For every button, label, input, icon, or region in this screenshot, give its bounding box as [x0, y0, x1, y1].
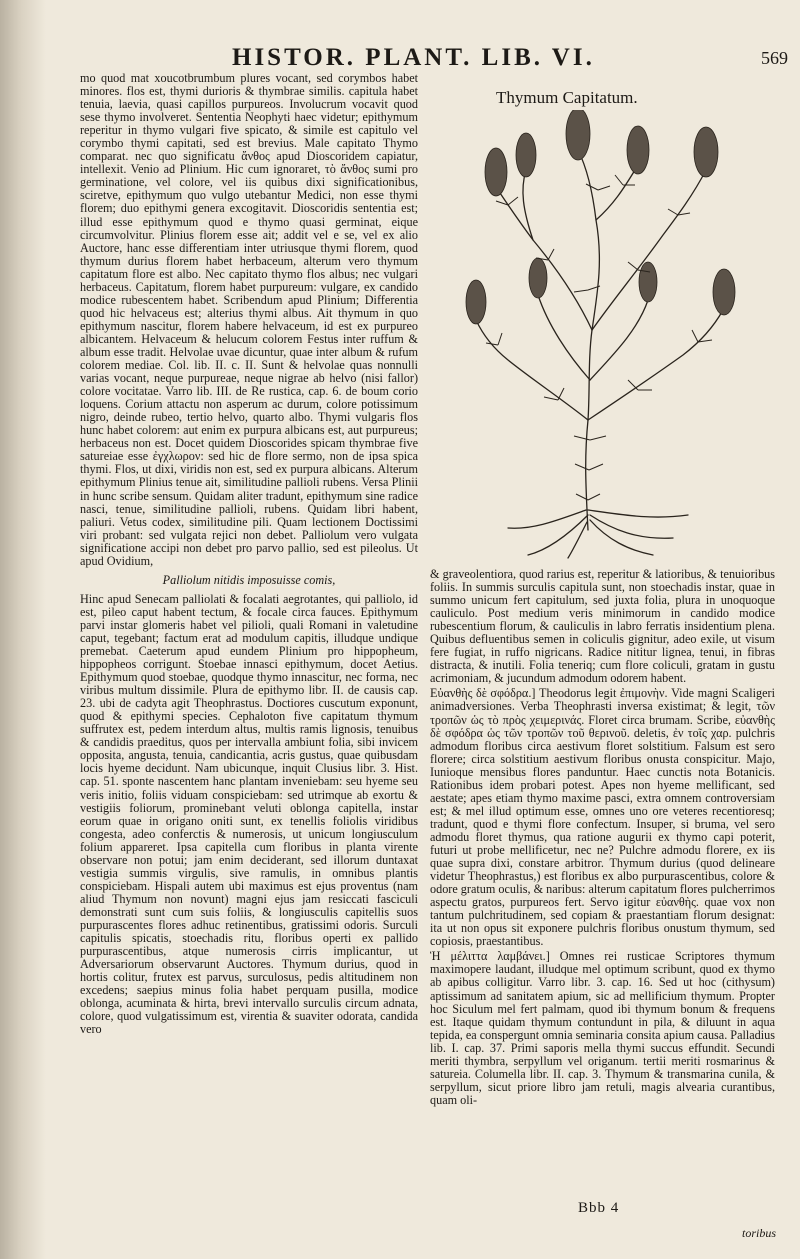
left-column: [80, 72, 418, 1036]
running-title: HISTOR. PLANT. LIB. VI.: [232, 44, 595, 71]
left-paragraph-1: mo quod mat xoucotbrumbum plures vocant, sed corymbos habet minores. flos est, thymi durioris & thymbrae similis. capitula habet tenuia, laevia, quasi capillos purpureos. Involucrum vocavit quod sese thymo involveret. Sententia Neophyti haec videtur; epithymum reperitur in thymo vulgari five spicato, & simile est capitulo vel corymbo thymi capitati, sed est brevius. Male capitato Thymo comparat. nec quo significatu ἄνθος apud Dioscoridem capiatur, intellexit. Venio ad Plinium. Hic cum ignoraret, τὸ ἄνθος sumi pro germinatione, vel colore, vel iis quibus dixi significationibus, sciretve, epithymum quo vulgo utebantur Medici, non esse thymi florem; duo epithymi genera excogitavit. Dioscoridis sententia est; illud esse epithymum quod e thymo quasi germinat, eique circumvolvitur. Plinius florem esse ait; addit vel e se, vel ex alio Auctore, hanc esse differentiam inter utriusque thymi florem, quod thymum durius florem habet herbaceum, alterum vero thymum capitatum flore est albo. Nec capitato thymo flos albus; nec vulgari herbaceus. Capitatum, florem habet purpureum: vulgare, ex candido modice rubescentem habet. Scribendum apud Plinium; Differentia quod hic helvaceus est; alterius thymi albus. Ait thymum in quo epithymum nascitur, florem habere helvaceum, id est ex purpureo albicantem. Helvaceum & helucum colorem Festus inter ruffum & album esse tradit. Helvolae uvae dicuntur, quae inter album & rufum colorem mediae. Col. lib. II. c. II. Sunt & helvolae quas nonnulli varias vocant, neque purpureae, neque nigrae ab helvo (nisi fallor) colore vocitatae. Varro lib. III. de Re rustica, cap. 6. de boum corio loquens. Corium attactu non asperum ac durum, colore potissimum nigro, deinde rubeo, tertio helvo, quarto albo. Thymi vulgaris flos hunc habet colorem: aut enim ex purpura albicans est, aut purpureus; herbaceus non est. Docet quidem Dioscorides spicam thymbrae five satureiae esse ἐγχλωρον: sed hic de flore sermo, non de ipsa spica thymi. Flos, ut dixi, viridis non est, sed ex purpura albicans. Alterum epithymum Plinius tenue ait, similitudine pallioli rubens. Versa Plinii in hunc scribe sensum. Quidam aliter tradunt, epithymum sine radice nasci, tenue, similitudine pallioli, rubens. Quidam libri habent, paliuri. Vetus codex, similitudine pili. Quam lectionem Doctissimi viri probant: sed vulgata rejici non debet. Palliolum vero vulgata significatione accipi non debet pro parvo pallio, sed est pileolus. Ut apud Ovidium,: [80, 71, 418, 568]
gutter-shadow: [0, 0, 46, 1259]
left-paragraph-2: Hinc apud Senecam palliolati & focalati aegrotantes, qui palliolo, id est, pileo caput habent tectum, & focale circa fauces. Epithymum parvi instar glomeris habet vel pilioli, quali Romani in valetudine caput, tegebant; factum erat ad modulum capitis, illudque undique premebat. Caeterum apud eundem Plinium pro hippopheum, hippopheos corrigunt. Stoebae innasci epithymum, docet Aetius. Epithymum quod stoebae, quodque thymo innascitur, nec forma, nec viribus multum dissimile. Plura de epithymo libr. II. de causis cap. 23. ubi de cadyta agit Theophrastus. Doctiores cuscutum exponunt, quod & epithymi species. Cephaloton five capitatum thymum suffrutex est, pedem interdum altus, multis ramis lignosis, tenuibus & candidis praeditus, quos per intervalla ambiunt folia, sibi invicem opposita, angusta, tenuia, candicantia, acris gustus, quae quibusdam locis hyeme decidunt. Nam ubicunque, inquit Clusius libr. 3. Hist. cap. 51. sponte nascentem hanc plantam inveniebam: seu hyeme seu veris initio, foliis viduam conspiciebam: sed utrimque ab exortu & vestigiis foliorum, prominebant veluti oblonga capitella, instar eorum quae in origano oniti sunt, ex tenellis foliolis viridibus congesta, adeo conferctis & numerosis, ut unicum longiusculum folium appareret. Ipsa capitella cum floribus in planta virente observare non potui; jam enim deciderant, sed illorum duntaxat vestigia summis virgulis, sive ramulis, in omnibus plantis conspiciebam. Hispali autem ubi maximus est ejus proventus (nam aliud Thymum non novunt) magni ejus jam resiccati fasciculi demonstrati sunt cum suis foliis, & longiusculis capitellis suos purpurascentes flores adhuc retinentibus, gratissimi odoris. Surculi capitulis spicatis, stoechadis ritu, floribus operti ex pallido purpurascentibus, atque numerosis cirris implicantur, ut Adversariorum observarunt Auctores. Thymum durius, quod in hortis colitur, frutex est parvus, surculosus, pedis altitudinem non excedens; saepius minus folia habet perquam pusilla, modice oblonga, acuminata & hirta, brevi intervallo surculis circum adnata, colore, quod vulgatissimum est, virentia & suaviter odorata, candida vero: [80, 591, 418, 1037]
page-number: 569: [761, 48, 788, 68]
right-column: [430, 568, 775, 1107]
figure-caption: Thymum Capitatum.: [496, 88, 638, 107]
right-paragraph-2: Εὐανθὴς δὲ σφόδρα.] Theodorus legit ἐπιμονὴν. Vide magni Scaligeri animadversiones. Verba Theophrasti inversa existimat; & legit, τῶν τροπῶν ὡς τὸ πρὸς χειμερινάς. Floret circa brumam. Scribe, εὐανθὴς δὲ σφόδρα ὡς τῶν τροπῶν τοῦ θερινοῦ. deletis, ἐν τοῖς χαρ. pulchris admodum floribus circa aestivum floret solstitium. Falsum est sero florere; circa solstitium aestivum floribus onusta conspicitur. Majo, Iunioque mensibus flores panduntur. Haec cunctis nota Botanicis. Rationibus idem probari potest. Apes non hyeme mellificant, sed aestate; apes etiam thymo maxime pasci, extra omnem controversiam est; & mel illud optimum esse, omnes uno ore veteres recentioresq; tradunt, quod e thymi flore confectum. Insuper, si bruma, vel sero admodu floret thymus, qua ratione augurii ex thymo capi poterit, futuri ut probe mellificetur, nec ne? Pulchre admodu florere, ex iis quae supra dixi, constare arbitror. Thymum durius (quod delineare videtur Theophrastus,) est floribus ex albo purpurascentibus, colore & odore gratum oculis, & naribus: alterum capitatum flores pulcherrimos aspectu gratos, purpureos fert. Servo igitur εὐανθὴς. quae vox non tantum pulchritudinem, sed copiam & praestantiam florum designat: ita ut non opus sit exponere pulchris floribus onustum thymum, sed copiosis, praestantibus.: [430, 686, 775, 949]
running-header: [176, 44, 788, 74]
ovid-verse: Palliolum nitidis imposuisse comis,: [162, 572, 336, 587]
thyme-plant-illustration: [438, 110, 786, 560]
right-paragraph-1: & graveolentiora, quod rarius est, reperitur & latioribus, & tenuioribus foliis. In summis surculis capitula sunt, non stoechadis instar, quae in summo unicum fert capitulum, sed juxta folia, plura in unoquoque cauliculo. Post medium veris minimorum in candido modice rubescentium florum, & cauliculis in labro ferratis insidentium plena. Quibus defluentibus semen in coliculis gignitur, adeo exile, ut visum fere fugiat, in ruffo nigricans. Radice nititur lignea, tenui, in fibras distracta, & inutili. Folia teneriq; cum flore coliculi, gratam in gustu acrimoniam, & jucundum admodum odorem habent.: [430, 567, 775, 686]
signature-mark: Bbb 4: [578, 1200, 620, 1216]
thymum-plate: [438, 82, 786, 562]
catchword: toribus: [742, 1226, 777, 1240]
right-paragraph-3: Ἡ μέλιττα λαμβάνει.] Omnes rei rusticae Scriptores thymum maximopere laudant, illudque mel optimum scribunt, quod ex thymo ab apibus colligitur. Varro libr. 3. cap. 16. Sed ut hoc (cithysum) aptissimum ad sanitatem apium, sic ad mellificium thymum. Propter hoc Siculum mel fert palmam, quod ibi thymum bonum & frequens est. Itaque quidam thymum contundunt in pila, & diluunt in aqua tepida, ea conspergunt omnia seminaria consita apium causa. Palladius lib. I. cap. 37. Primi saporis mella thymi succus effundit. Secundi meriti thymbra, serpyllum vel origanum. tertii meriti rosmarinus & satureia. Columella libr. II. cap. 3. Thymum & transmarina cunila, & serpyllum, sicut priore libro jam retuli, magis alvearia curantibus, quam oli-: [430, 949, 775, 1107]
